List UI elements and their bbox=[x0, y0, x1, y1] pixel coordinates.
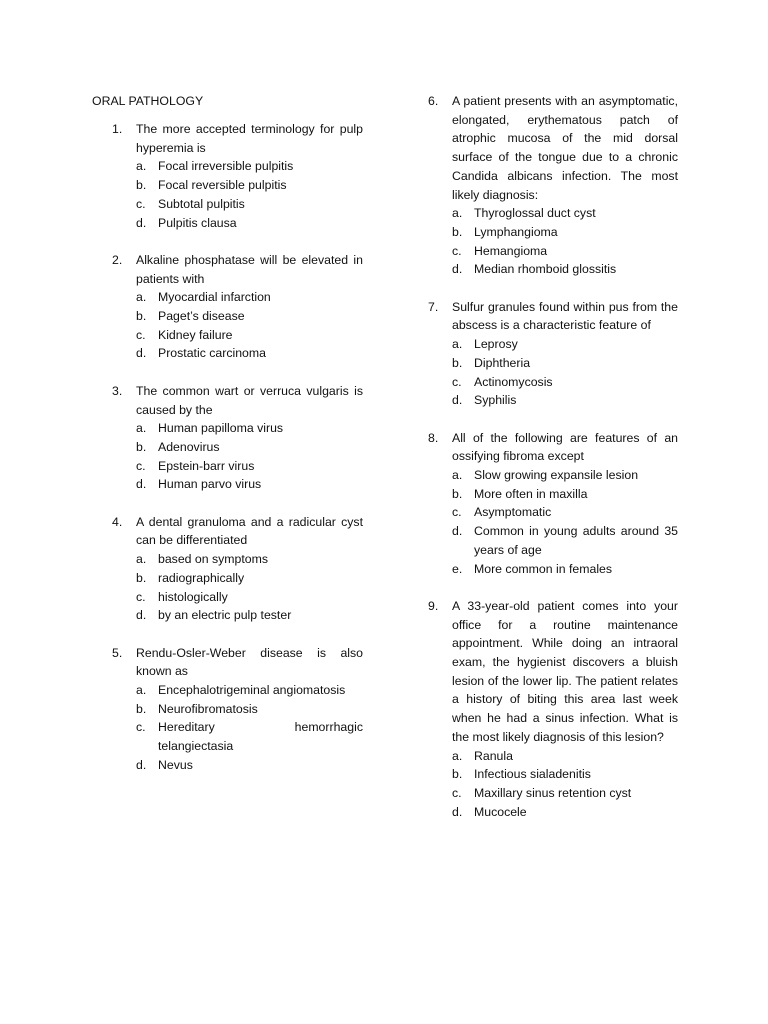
option-c bbox=[452, 503, 678, 522]
option-letter: c. bbox=[452, 243, 462, 258]
option-a bbox=[452, 335, 678, 354]
option-text: Adenovirus bbox=[158, 439, 220, 454]
option-d bbox=[136, 606, 363, 625]
option-letter: d. bbox=[136, 346, 147, 361]
option-list bbox=[428, 747, 678, 822]
option-d bbox=[452, 522, 678, 559]
option-text: Human parvo virus bbox=[158, 477, 262, 492]
option-text: Hereditary hemorrhagic telangiectasia bbox=[158, 720, 363, 754]
option-letter: b. bbox=[452, 224, 463, 239]
option-text: Paget’s disease bbox=[158, 309, 245, 324]
option-letter: a. bbox=[136, 159, 147, 174]
option-letter: d. bbox=[452, 524, 463, 539]
option-letter: a. bbox=[136, 421, 147, 436]
question-number: 4. bbox=[112, 514, 123, 529]
option-text: histologically bbox=[158, 589, 228, 604]
option-letter: b. bbox=[452, 355, 463, 370]
option-text: Hemangioma bbox=[474, 243, 548, 258]
option-text: Kidney failure bbox=[158, 327, 233, 342]
option-text: based on symptoms bbox=[158, 552, 269, 567]
question-text: All of the following are features of an ossifying fibroma except bbox=[452, 430, 678, 464]
question-7 bbox=[428, 298, 678, 410]
option-text: Slow growing expansile lesion bbox=[474, 468, 639, 483]
option-list bbox=[112, 288, 363, 363]
option-letter: c. bbox=[136, 720, 146, 735]
option-letter: b. bbox=[136, 439, 147, 454]
option-letter: b. bbox=[136, 701, 147, 716]
option-text: Actinomycosis bbox=[474, 374, 553, 389]
option-letter: a. bbox=[136, 683, 147, 698]
option-letter: c. bbox=[452, 785, 462, 800]
option-a bbox=[136, 550, 363, 569]
option-letter: c. bbox=[136, 589, 146, 604]
question-number: 5. bbox=[112, 645, 123, 660]
option-text: Asymptomatic bbox=[474, 505, 552, 520]
option-letter: a. bbox=[136, 552, 147, 567]
option-letter: a. bbox=[452, 337, 463, 352]
question-number: 3. bbox=[112, 383, 123, 398]
option-c bbox=[452, 242, 678, 261]
question-text: A patient presents with an asymptomatic, elongated, erythematous patch of atrophic mucosa of the mid dorsal surface of the tongue due to a chronic Candida albicans infection. The most likely diagnosis: bbox=[452, 94, 678, 202]
option-text: Thyroglossal duct cyst bbox=[474, 206, 596, 221]
option-letter: c. bbox=[452, 505, 462, 520]
option-d bbox=[452, 391, 678, 410]
option-b bbox=[136, 176, 363, 195]
option-c bbox=[136, 326, 363, 345]
option-b bbox=[452, 765, 678, 784]
option-list bbox=[428, 466, 678, 578]
option-letter: b. bbox=[452, 767, 463, 782]
option-list bbox=[112, 681, 363, 775]
question-text: A 33-year-old patient comes into your office for a routine maintenance appointment. While doing an intraoral exam, the hygienist discovers a bluish lesion of the lower lip. The patient relates a history of biting this area last week when he had a sinus infection. What is the most likely diagnosis of this lesion? bbox=[452, 598, 678, 744]
option-text: Neurofibromatosis bbox=[158, 701, 258, 716]
option-letter: c. bbox=[136, 196, 146, 211]
option-b bbox=[136, 569, 363, 588]
question-text: Alkaline phosphatase will be elevated in patients with bbox=[136, 252, 363, 286]
option-a bbox=[452, 747, 678, 766]
option-text: Nevus bbox=[158, 757, 193, 772]
option-a bbox=[136, 681, 363, 700]
option-letter: a. bbox=[452, 206, 463, 221]
option-b bbox=[136, 700, 363, 719]
option-text: More often in maxilla bbox=[474, 486, 588, 501]
option-text: Lymphangioma bbox=[474, 224, 558, 239]
question-number: 2. bbox=[112, 252, 123, 267]
option-letter: a. bbox=[452, 468, 463, 483]
question-2 bbox=[112, 251, 363, 363]
option-list bbox=[112, 419, 363, 494]
option-list bbox=[112, 550, 363, 625]
option-c bbox=[136, 195, 363, 214]
option-letter: b. bbox=[136, 570, 147, 585]
option-text: Focal irreversible pulpitis bbox=[158, 159, 294, 174]
option-text: Syphilis bbox=[474, 393, 517, 408]
option-text: Median rhomboid glossitis bbox=[474, 262, 617, 277]
question-3 bbox=[112, 382, 363, 494]
option-b bbox=[452, 354, 678, 373]
option-a bbox=[136, 157, 363, 176]
option-text: Human papilloma virus bbox=[158, 421, 284, 436]
question-text: The common wart or verruca vulgaris is caused by the bbox=[136, 383, 363, 417]
option-a bbox=[452, 204, 678, 223]
question-4 bbox=[112, 513, 363, 625]
option-letter: b. bbox=[136, 178, 147, 193]
option-text: Focal reversible pulpitis bbox=[158, 178, 287, 193]
question-text: Rendu-Osler-Weber disease is also known as bbox=[136, 645, 363, 679]
option-text: Maxillary sinus retention cyst bbox=[474, 785, 632, 800]
option-a bbox=[136, 288, 363, 307]
question-5 bbox=[112, 644, 363, 775]
option-text: Encephalotrigeminal angiomatosis bbox=[158, 683, 346, 698]
option-text: Diphtheria bbox=[474, 355, 531, 370]
option-text: by an electric pulp tester bbox=[158, 608, 292, 623]
left-column bbox=[112, 92, 363, 775]
option-a bbox=[136, 419, 363, 438]
option-letter: b. bbox=[452, 486, 463, 501]
option-letter: d. bbox=[136, 215, 147, 230]
question-8 bbox=[428, 429, 678, 579]
option-d bbox=[452, 260, 678, 279]
option-letter: d. bbox=[452, 804, 463, 819]
option-letter: b. bbox=[136, 309, 147, 324]
option-text: More common in females bbox=[474, 561, 613, 576]
option-text: Prostatic carcinoma bbox=[158, 346, 266, 361]
option-letter: a. bbox=[452, 748, 463, 763]
option-c bbox=[452, 373, 678, 392]
option-text: Infectious sialadenitis bbox=[474, 767, 591, 782]
option-b bbox=[452, 485, 678, 504]
option-text: Subtotal pulpitis bbox=[158, 196, 245, 211]
question-text: Sulfur granules found within pus from the abscess is a characteristic feature of bbox=[452, 299, 678, 333]
option-letter: d. bbox=[452, 262, 463, 277]
question-number: 6. bbox=[428, 94, 439, 108]
option-text: Myocardial infarction bbox=[158, 290, 271, 305]
option-letter: c. bbox=[136, 458, 146, 473]
option-letter: d. bbox=[452, 393, 463, 408]
option-letter: d. bbox=[136, 608, 147, 623]
option-c bbox=[136, 457, 363, 476]
option-a bbox=[452, 466, 678, 485]
right-column bbox=[428, 92, 678, 821]
option-letter: c. bbox=[136, 327, 146, 342]
option-text: Mucocele bbox=[474, 804, 527, 819]
option-text: Common in young adults around 35 years of age bbox=[474, 524, 678, 557]
option-letter: a. bbox=[136, 290, 147, 305]
option-d bbox=[136, 475, 363, 494]
question-text: A dental granuloma and a radicular cyst can be differentiated bbox=[136, 514, 363, 548]
option-text: Pulpitis clausa bbox=[158, 215, 237, 230]
question-text: The more accepted terminology for pulp hyperemia is bbox=[136, 122, 363, 155]
question-6 bbox=[428, 92, 678, 279]
option-e bbox=[452, 560, 678, 579]
option-b bbox=[452, 223, 678, 242]
option-list bbox=[428, 204, 678, 279]
option-text: radiographically bbox=[158, 570, 245, 585]
option-letter: c. bbox=[452, 374, 462, 389]
question-1 bbox=[112, 120, 363, 232]
option-list bbox=[112, 157, 363, 232]
option-letter: d. bbox=[136, 477, 147, 492]
option-d bbox=[136, 756, 363, 775]
option-d bbox=[452, 803, 678, 822]
question-number: 9. bbox=[428, 598, 439, 613]
option-d bbox=[136, 214, 363, 233]
option-letter: e. bbox=[452, 561, 463, 576]
option-text: Leprosy bbox=[474, 337, 518, 352]
option-c bbox=[136, 588, 363, 607]
option-b bbox=[136, 307, 363, 326]
option-c bbox=[136, 718, 363, 755]
option-b bbox=[136, 438, 363, 457]
option-d bbox=[136, 344, 363, 363]
question-9 bbox=[428, 597, 678, 821]
option-text: Ranula bbox=[474, 748, 513, 763]
option-letter: d. bbox=[136, 757, 147, 772]
question-number: 8. bbox=[428, 430, 439, 445]
page-title: ORAL PATHOLOGY bbox=[92, 94, 204, 108]
option-list bbox=[428, 335, 678, 410]
question-number: 7. bbox=[428, 299, 439, 314]
question-number: 1. bbox=[112, 122, 123, 136]
option-c bbox=[452, 784, 678, 803]
option-text: Epstein-barr virus bbox=[158, 458, 255, 473]
